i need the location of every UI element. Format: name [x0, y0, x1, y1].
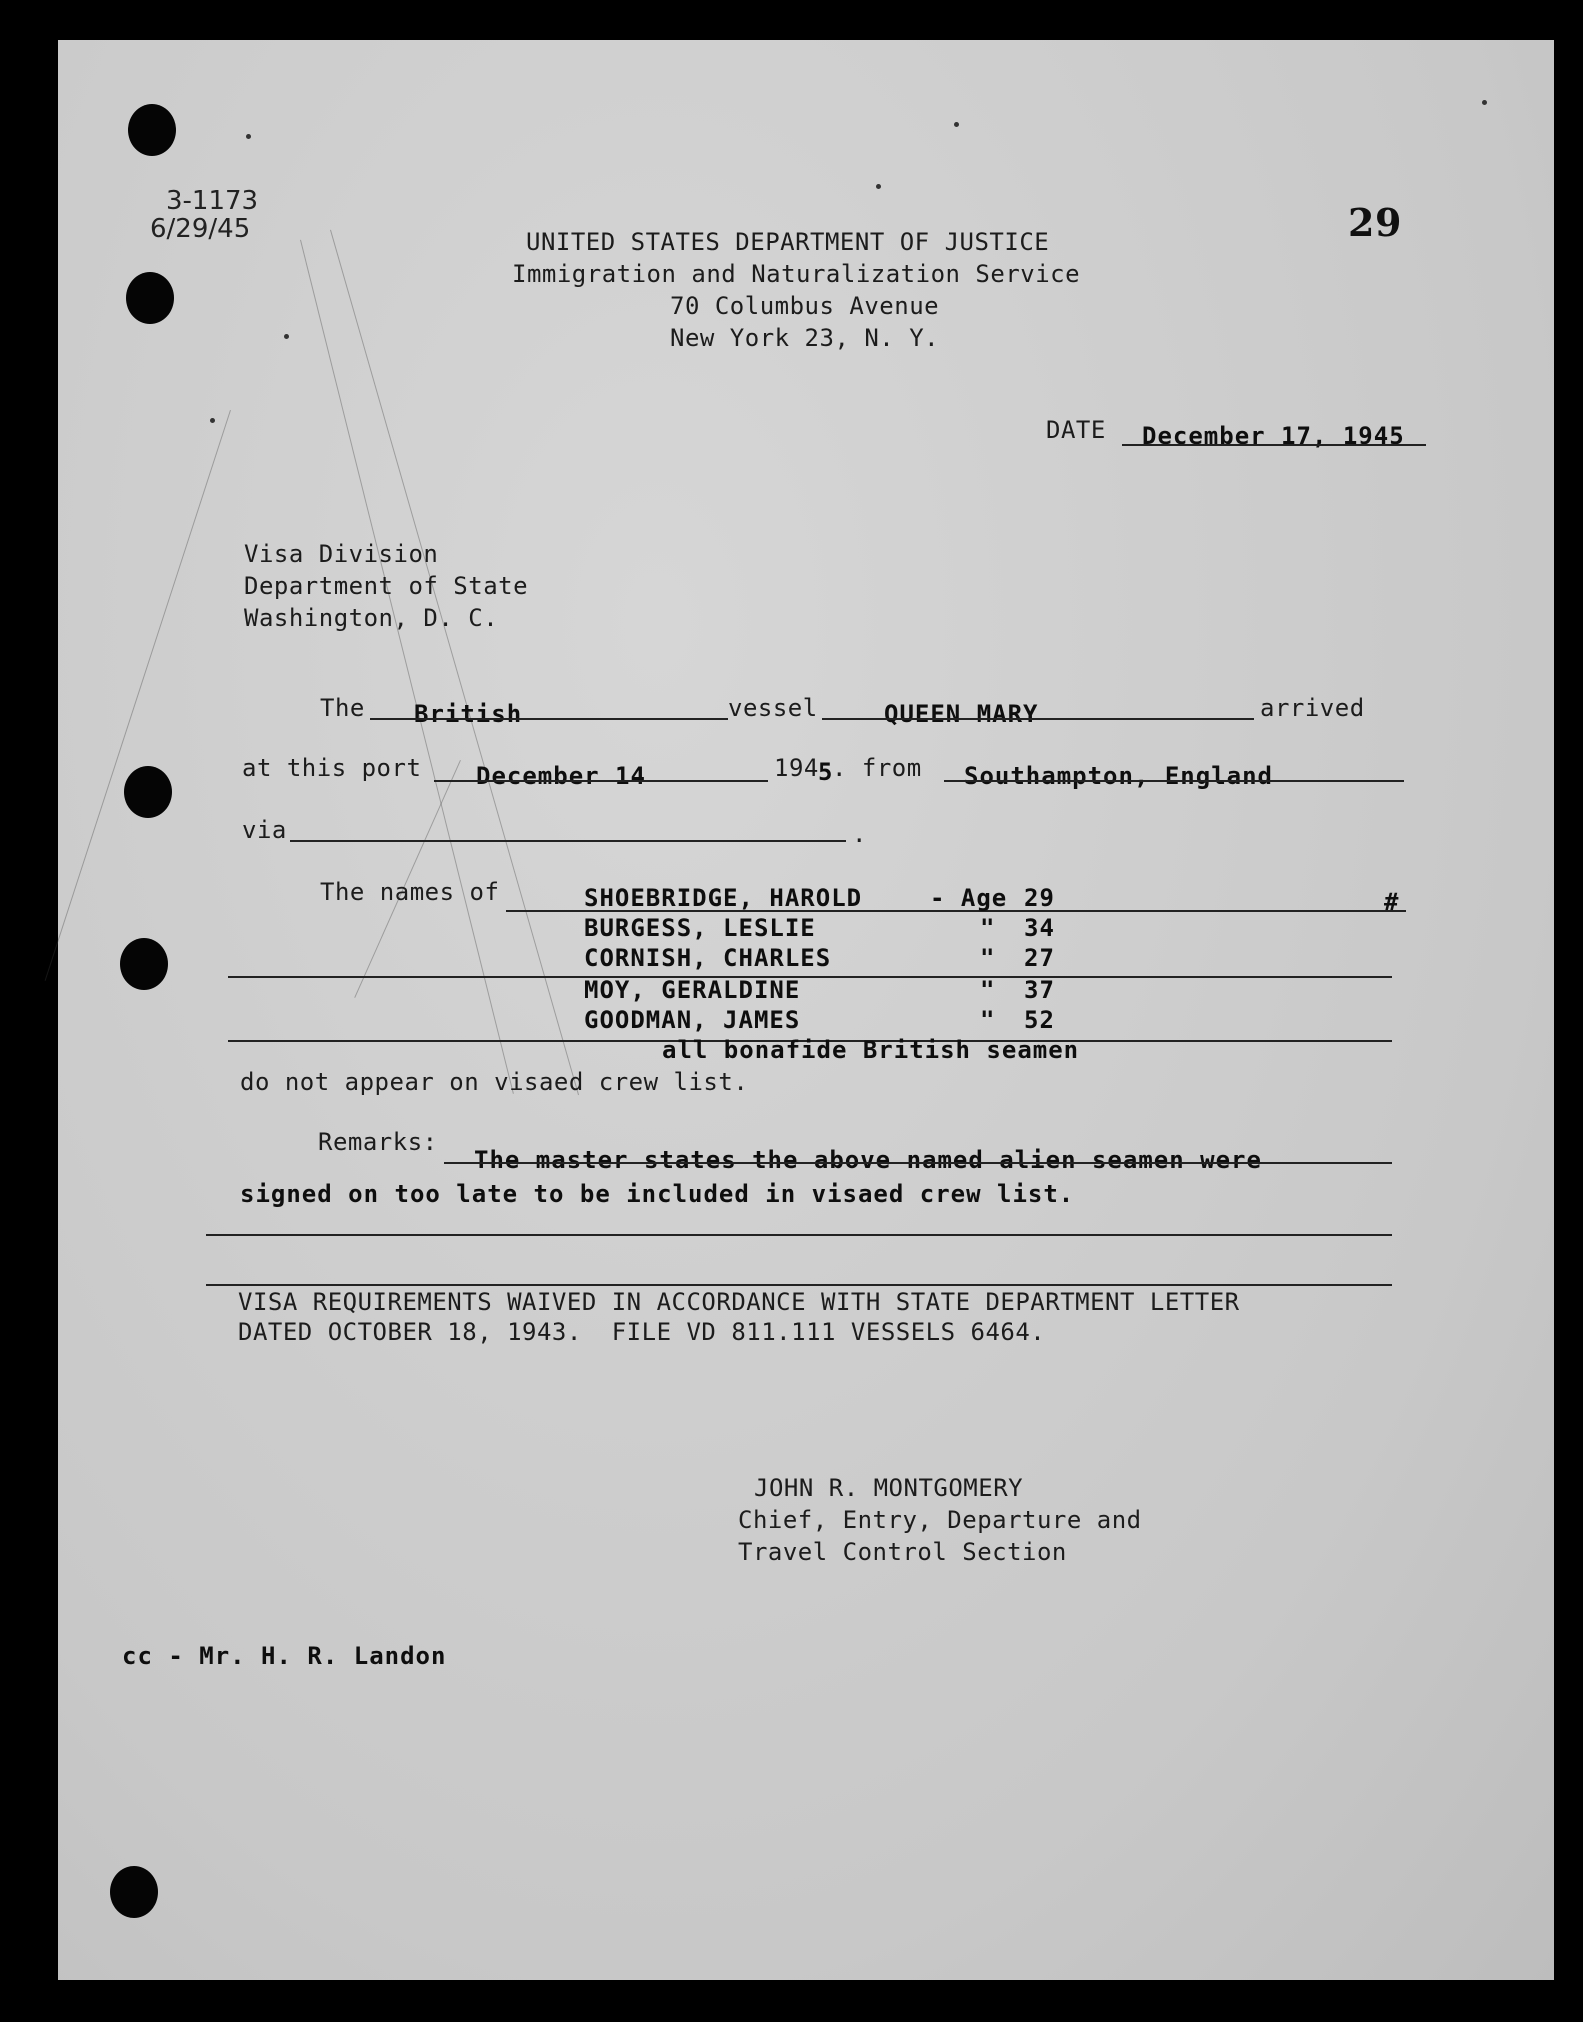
crew-age-label-1: - Age — [930, 884, 1008, 912]
waiver-line-1: VISA REQUIREMENTS WAIVED IN ACCORDANCE WITH STATE DEPARTMENT LETTER — [238, 1288, 1240, 1316]
waiver-line-2: DATED OCTOBER 18, 1943. FILE VD 811.111 VESSELS 6464. — [238, 1318, 1046, 1346]
arrival-year-suffix: 5 — [818, 758, 834, 786]
nationality-rule — [370, 718, 728, 720]
vessel-label: vessel — [728, 694, 818, 722]
crew-note: all bonafide British seamen — [662, 1036, 1080, 1064]
crew-name-1: SHOEBRIDGE, HAROLD — [584, 884, 863, 912]
via-end: . — [852, 820, 867, 848]
appear-line: do not appear on visaed crew list. — [240, 1068, 749, 1096]
crew-age-3: 27 — [1024, 944, 1055, 972]
punch-hole-2 — [126, 272, 174, 324]
letterhead-line-1: UNITED STATES DEPARTMENT OF JUSTICE — [526, 228, 1050, 256]
crew-name-2: BURGESS, LESLIE — [584, 914, 816, 942]
addressee-line-3: Washington, D. C. — [244, 604, 499, 632]
signer-name: JOHN R. MONTGOMERY — [754, 1474, 1024, 1502]
from-label: . from — [832, 754, 922, 782]
names-rule-2 — [228, 976, 1392, 978]
speck — [1482, 100, 1487, 105]
vessel-the: The — [320, 694, 365, 722]
arrival-date-rule — [434, 780, 768, 782]
vessel-nationality: British — [414, 700, 523, 728]
speck — [876, 184, 881, 189]
crew-age-label-3: " — [980, 944, 996, 972]
crew-age-label-4: " — [980, 976, 996, 1004]
remarks-line-2: signed on too late to be included in visaed crew list. — [240, 1180, 1075, 1208]
crew-age-4: 37 — [1024, 976, 1055, 1004]
remarks-rule-1 — [444, 1162, 1392, 1164]
remarks-rule-3 — [206, 1284, 1392, 1286]
speck — [210, 418, 215, 423]
letterhead-line-4: New York 23, N. Y. — [670, 324, 940, 352]
crew-end-mark: # — [1384, 888, 1400, 916]
port-label: at this port — [242, 754, 422, 782]
remarks-rule-2 — [206, 1234, 1392, 1236]
signer-title-1: Chief, Entry, Departure and — [738, 1506, 1142, 1534]
page-number: 29 — [1348, 200, 1402, 245]
punch-hole-3 — [124, 766, 172, 818]
via-label: via — [242, 816, 287, 844]
cc-line: cc - Mr. H. R. Landon — [122, 1642, 447, 1670]
via-rule — [290, 840, 846, 842]
date-rule — [1122, 444, 1426, 446]
arrival-date: December 14 — [476, 762, 646, 790]
crew-age-label-2: " — [980, 914, 996, 942]
vessel-name: QUEEN MARY — [884, 700, 1039, 728]
crew-name-5: GOODMAN, JAMES — [584, 1006, 801, 1034]
names-label: The names of — [320, 878, 500, 906]
signer-title-2: Travel Control Section — [738, 1538, 1067, 1566]
punch-hole-1 — [128, 104, 176, 156]
origin-port: Southampton, England — [964, 762, 1273, 790]
remarks-line-1: The master states the above named alien seamen were — [474, 1146, 1262, 1174]
crew-age-1: 29 — [1024, 884, 1055, 912]
letterhead-line-3: 70 Columbus Avenue — [670, 292, 940, 320]
file-number: 3-1173 — [166, 186, 259, 216]
arrival-year: 194 — [774, 754, 819, 782]
date-label: DATE — [1046, 416, 1106, 444]
crew-name-4: MOY, GERALDINE — [584, 976, 801, 1004]
letterhead-line-2: Immigration and Naturalization Service — [512, 260, 1081, 288]
remarks-label: Remarks: — [318, 1128, 438, 1156]
file-date: 6/29/45 — [150, 214, 251, 244]
addressee-line-1: Visa Division — [244, 540, 439, 568]
arrived-label: arrived — [1260, 694, 1365, 722]
addressee-line-2: Department of State — [244, 572, 529, 600]
crew-name-3: CORNISH, CHARLES — [584, 944, 832, 972]
speck — [246, 134, 251, 139]
punch-hole-5 — [110, 1866, 158, 1918]
date-value: December 17, 1945 — [1142, 422, 1405, 450]
crew-age-5: 52 — [1024, 1006, 1055, 1034]
speck — [954, 122, 959, 127]
crew-age-label-5: " — [980, 1006, 996, 1034]
vessel-name-rule — [822, 718, 1254, 720]
speck — [284, 334, 289, 339]
origin-rule — [944, 780, 1404, 782]
punch-hole-4 — [120, 938, 168, 990]
crew-age-2: 34 — [1024, 914, 1055, 942]
